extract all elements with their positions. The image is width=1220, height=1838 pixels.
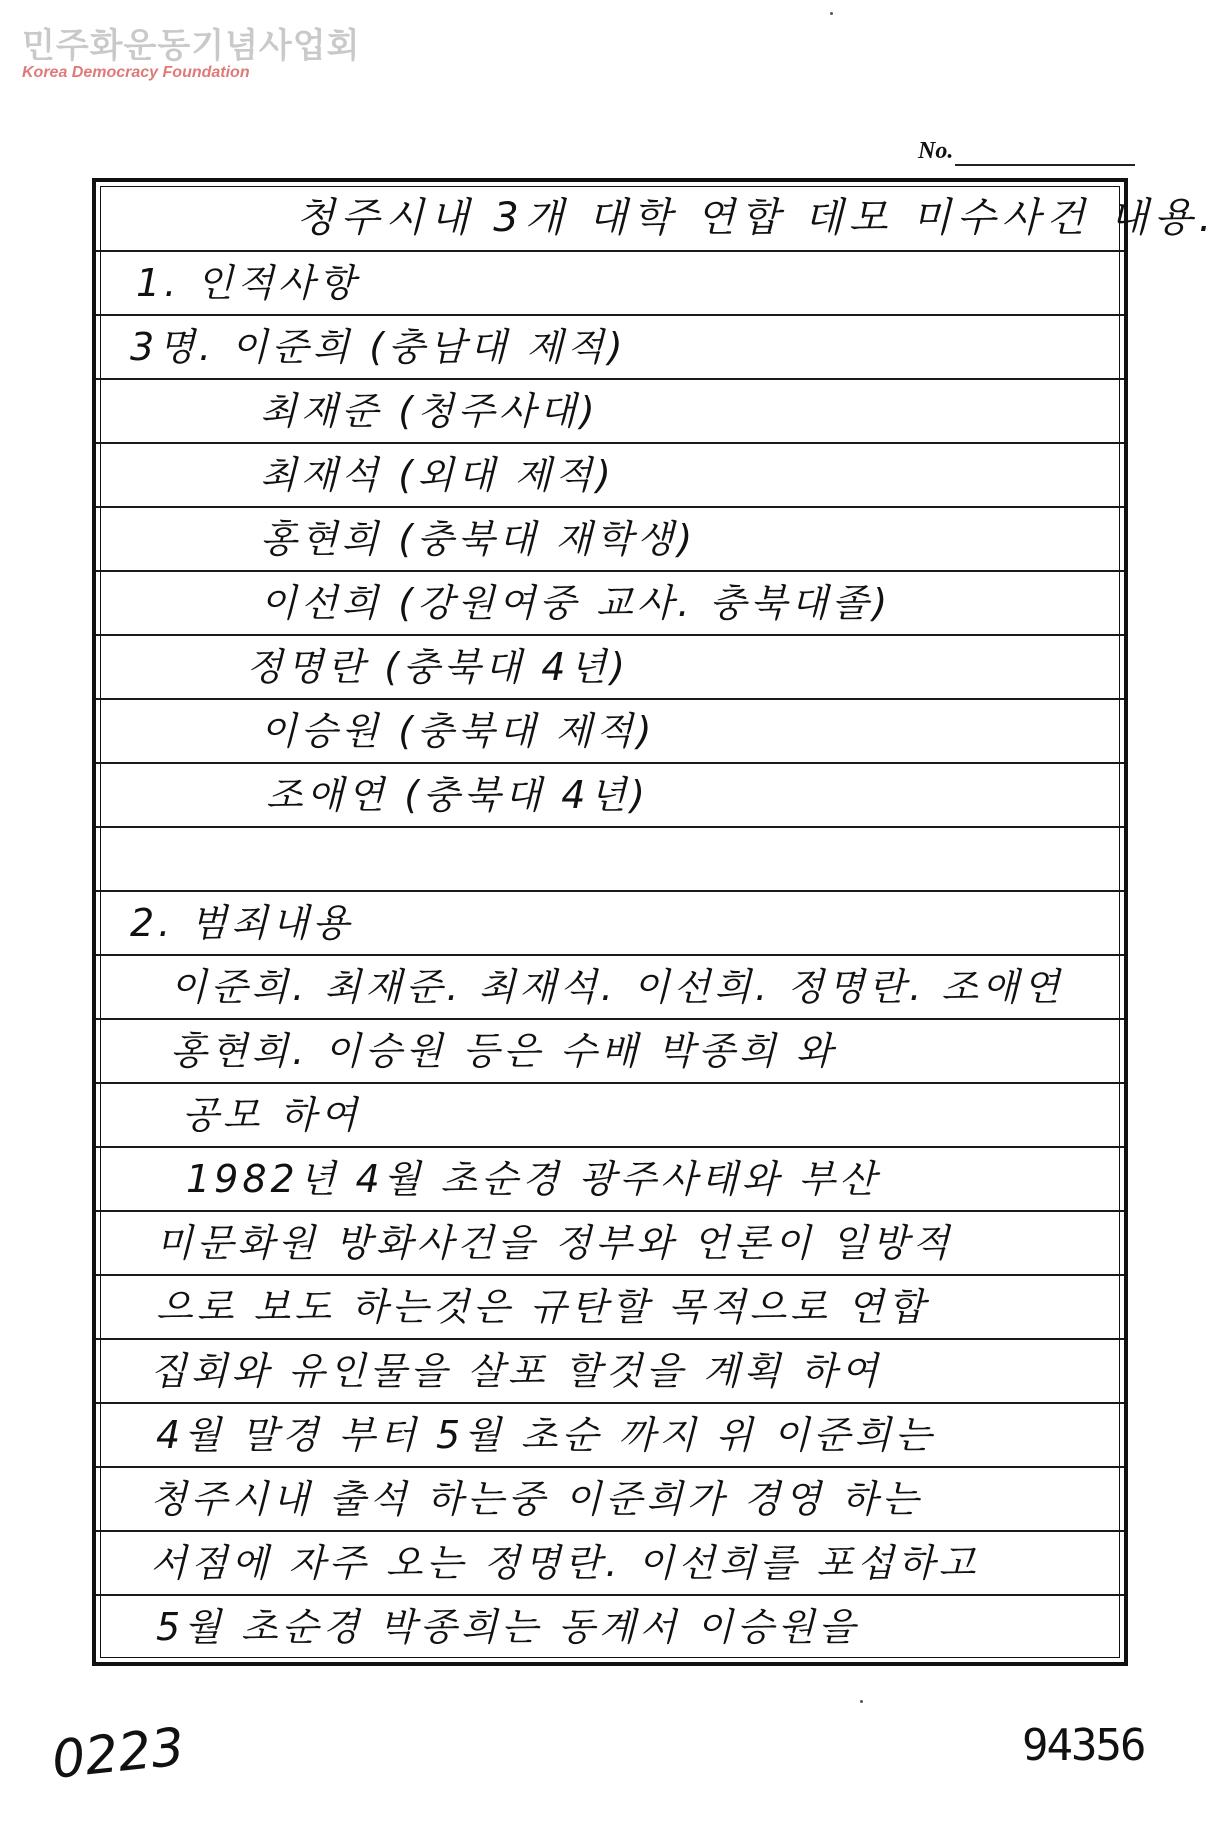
rule-line [96,954,1124,956]
rule-line [96,1466,1124,1468]
person-line: 3명. 이준희 (충남대 제적) [130,325,627,369]
person-line: 이승원 (충북대 제적) [260,709,656,753]
rule-line [96,570,1124,572]
rule-line [96,1530,1124,1532]
body-line: 홍현희. 이승원 등은 수배 박종희 와 [170,1029,837,1073]
body-line: 5월 초순경 박종희는 동계서 이승원을 [156,1605,860,1649]
rule-line [96,1018,1124,1020]
body-line: 으로 보도 하는것은 규탄할 목적으로 연합 [156,1285,929,1329]
scan-speck [830,12,833,15]
rule-line [96,890,1124,892]
body-line: 1982년 4월 초순경 광주사태와 부산 [186,1157,880,1201]
document-title: 청주시내 3개 대학 연합 데모 미수사건 내용. [296,195,1218,241]
person-line: 이선희 (강원여중 교사. 충북대졸) [260,581,892,625]
rule-line [96,1594,1124,1596]
rule-line [96,250,1124,252]
body-line: 미문화원 방화사건을 정부와 언론이 일방적 [156,1221,954,1265]
person-line: 홍현희 (충북대 재학생) [260,517,697,561]
scan-speck [860,1700,863,1703]
watermark-korean: 민주화운동기념사업회 [22,26,361,66]
section1-heading: 1. 인적사항 [136,261,360,305]
rule-line [96,442,1124,444]
rule-line [96,1274,1124,1276]
body-line: 이준희. 최재준. 최재석. 이선희. 정명란. 조애연 [170,965,1064,1009]
rule-line [96,1146,1124,1148]
ruled-sheet [92,178,1218,1666]
body-line: 서점에 자주 오는 정명란. 이선희를 포섭하고 [150,1541,980,1585]
rule-line [96,1082,1124,1084]
body-line: 청주시내 출석 하는중 이준희가 경영 하는 [150,1477,923,1521]
person-line: 조애연 (충북대 4년) [266,773,649,817]
rule-line [96,1402,1124,1404]
watermark-english: Korea Democracy Foundation [22,64,250,81]
person-line: 최재석 (외대 제적) [260,453,615,497]
rule-line [96,1338,1124,1340]
rule-line [96,1210,1124,1212]
body-line: 집회와 유인물을 살포 할것을 계획 하여 [150,1349,882,1393]
number-line [955,164,1135,166]
body-line: 공모 하여 [182,1093,361,1137]
rule-line [96,762,1124,764]
section2-heading: 2. 범죄내용 [130,901,354,945]
rule-line [96,826,1124,828]
number-label: No. [918,138,954,164]
rule-line [96,314,1124,316]
rule-line [96,506,1124,508]
rule-line [96,634,1124,636]
rule-line [96,698,1124,700]
page-number-mark: 0223 [49,1717,188,1791]
person-line: 정명란 (충북대 4년) [246,645,629,689]
archive-number: 94356 [1022,1720,1145,1771]
person-line: 최재준 (청주사대) [260,389,599,433]
body-line: 4월 말경 부터 5월 초순 까지 위 이준희는 [156,1413,936,1457]
rule-line [96,378,1124,380]
